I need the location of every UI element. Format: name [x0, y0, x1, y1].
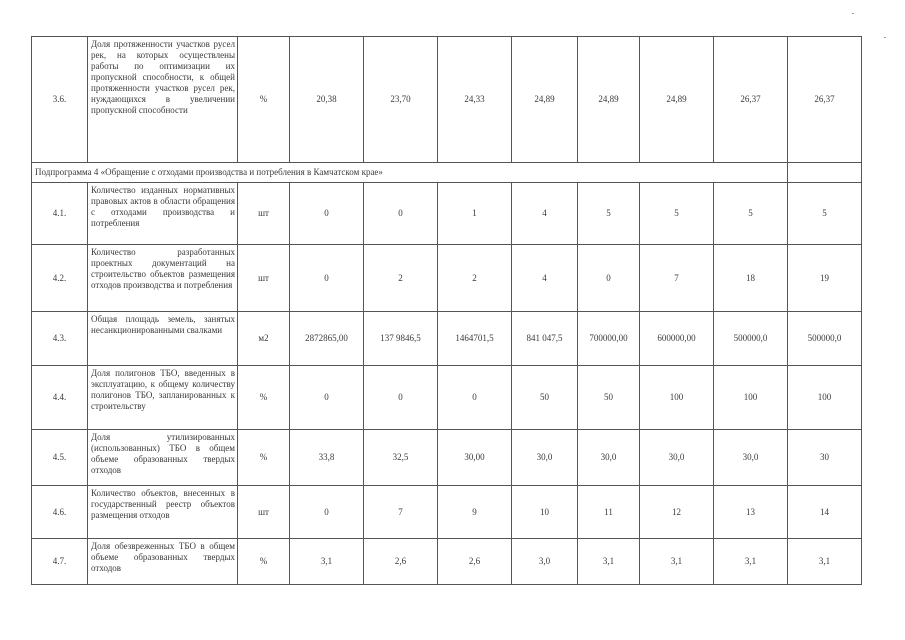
unit-cell: % [238, 430, 290, 486]
value-cell: 50 [512, 366, 578, 430]
value-cell: 3,1 [640, 539, 714, 585]
value-cell: 30,0 [640, 430, 714, 486]
value-cell: 12 [640, 486, 714, 539]
row-number: 4.4. [32, 366, 88, 430]
value-cell: 26,37 [714, 37, 788, 163]
value-cell: 137 9846,5 [364, 312, 438, 366]
value-cell: 10 [512, 486, 578, 539]
section-title: Подпрограмма 4 «Обращение с отходами производства и потребления в Камчатском крае» [32, 163, 788, 183]
value-cell: 600000,00 [640, 312, 714, 366]
value-cell: 100 [640, 366, 714, 430]
value-cell: 30,0 [512, 430, 578, 486]
value-cell: 7 [640, 245, 714, 312]
row-number: 4.7. [32, 539, 88, 585]
value-cell: 26,37 [788, 37, 862, 163]
value-cell: 3,1 [578, 539, 640, 585]
indicator-name: Доля обезвреженных ТБО в общем объеме образованных твердых отходов [88, 539, 238, 585]
unit-cell: м2 [238, 312, 290, 366]
value-cell: 1 [438, 183, 512, 245]
unit-cell: % [238, 366, 290, 430]
value-cell: 50 [578, 366, 640, 430]
row-number: 4.1. [32, 183, 88, 245]
indicator-name: Количество разработанных проектных документаций на строительство объектов размещения отходов производства и потребления [88, 245, 238, 312]
indicator-name: Количество изданных нормативных правовых актов в области обращения с отходами производства и потребления [88, 183, 238, 245]
table-body-top [32, 37, 862, 163]
table-row [32, 37, 862, 163]
table-row [32, 245, 862, 312]
value-cell: 30 [788, 430, 862, 486]
value-cell: 24,33 [438, 37, 512, 163]
value-cell: 30,00 [438, 430, 512, 486]
value-cell: 0 [364, 183, 438, 245]
unit-cell: шт [238, 183, 290, 245]
value-cell: 1464701,5 [438, 312, 512, 366]
table-row [32, 183, 862, 245]
value-cell: 30,0 [578, 430, 640, 486]
indicator-name: Общая площадь земель, занятых несанкционированными свалками [88, 312, 238, 366]
value-cell: 24,89 [512, 37, 578, 163]
value-cell: 2872865,00 [290, 312, 364, 366]
scan-speck [884, 37, 886, 38]
value-cell: 3,1 [290, 539, 364, 585]
value-cell: 500000,0 [714, 312, 788, 366]
value-cell: 0 [364, 366, 438, 430]
scan-speck [852, 13, 854, 14]
value-cell: 7 [364, 486, 438, 539]
value-cell: 2 [438, 245, 512, 312]
value-cell: 2,6 [438, 539, 512, 585]
value-cell: 0 [438, 366, 512, 430]
indicator-name: Доля протяженности участков русел рек, на которых осуществлены работы по оптимизации их пропускной способности, к общей протяженности участков русел рек, нуждающихся в увеличении пропускной способности [88, 37, 238, 163]
value-cell: 32,5 [364, 430, 438, 486]
value-cell: 5 [714, 183, 788, 245]
row-number: 4.3. [32, 312, 88, 366]
value-cell: 20,38 [290, 37, 364, 163]
table-row [32, 366, 862, 430]
indicator-name: Доля утилизированных (использованных) ТБО в общем объеме образованных твердых отходов [88, 430, 238, 486]
value-cell: 4 [512, 183, 578, 245]
value-cell: 0 [290, 486, 364, 539]
section-row [32, 163, 862, 183]
unit-cell: шт [238, 245, 290, 312]
indicator-table-sheet [31, 36, 842, 585]
value-cell: 33,8 [290, 430, 364, 486]
value-cell: 24,89 [578, 37, 640, 163]
value-cell: 0 [290, 245, 364, 312]
value-cell: 13 [714, 486, 788, 539]
value-cell: 19 [788, 245, 862, 312]
value-cell: 100 [714, 366, 788, 430]
value-cell: 700000,00 [578, 312, 640, 366]
value-cell: 0 [578, 245, 640, 312]
table-row [32, 312, 862, 366]
value-cell: 18 [714, 245, 788, 312]
value-cell: 841 047,5 [512, 312, 578, 366]
value-cell: 24,89 [640, 37, 714, 163]
value-cell: 11 [578, 486, 640, 539]
value-cell: 2,6 [364, 539, 438, 585]
section-empty-cell [788, 163, 862, 183]
indicator-name: Доля полигонов ТБО, введенных в эксплуатацию, к общему количеству полигонов ТБО, запланированных к строительству [88, 366, 238, 430]
value-cell: 0 [290, 366, 364, 430]
value-cell: 100 [788, 366, 862, 430]
indicator-table [31, 36, 862, 585]
table-row [32, 430, 862, 486]
row-number: 4.6. [32, 486, 88, 539]
value-cell: 500000,0 [788, 312, 862, 366]
table-row [32, 486, 862, 539]
table-body-bottom [32, 183, 862, 585]
value-cell: 5 [578, 183, 640, 245]
value-cell: 2 [364, 245, 438, 312]
value-cell: 14 [788, 486, 862, 539]
value-cell: 30,0 [714, 430, 788, 486]
value-cell: 3,1 [714, 539, 788, 585]
value-cell: 0 [290, 183, 364, 245]
value-cell: 9 [438, 486, 512, 539]
value-cell: 3,1 [788, 539, 862, 585]
unit-cell: % [238, 37, 290, 163]
value-cell: 3,0 [512, 539, 578, 585]
value-cell: 5 [788, 183, 862, 245]
table-row [32, 539, 862, 585]
row-number: 4.2. [32, 245, 88, 312]
value-cell: 4 [512, 245, 578, 312]
section-header-body [32, 163, 862, 183]
unit-cell: шт [238, 486, 290, 539]
indicator-name: Количество объектов, внесенных в государственный реестр объектов размещения отходов [88, 486, 238, 539]
value-cell: 23,70 [364, 37, 438, 163]
row-number: 3.6. [32, 37, 88, 163]
unit-cell: % [238, 539, 290, 585]
row-number: 4.5. [32, 430, 88, 486]
value-cell: 5 [640, 183, 714, 245]
